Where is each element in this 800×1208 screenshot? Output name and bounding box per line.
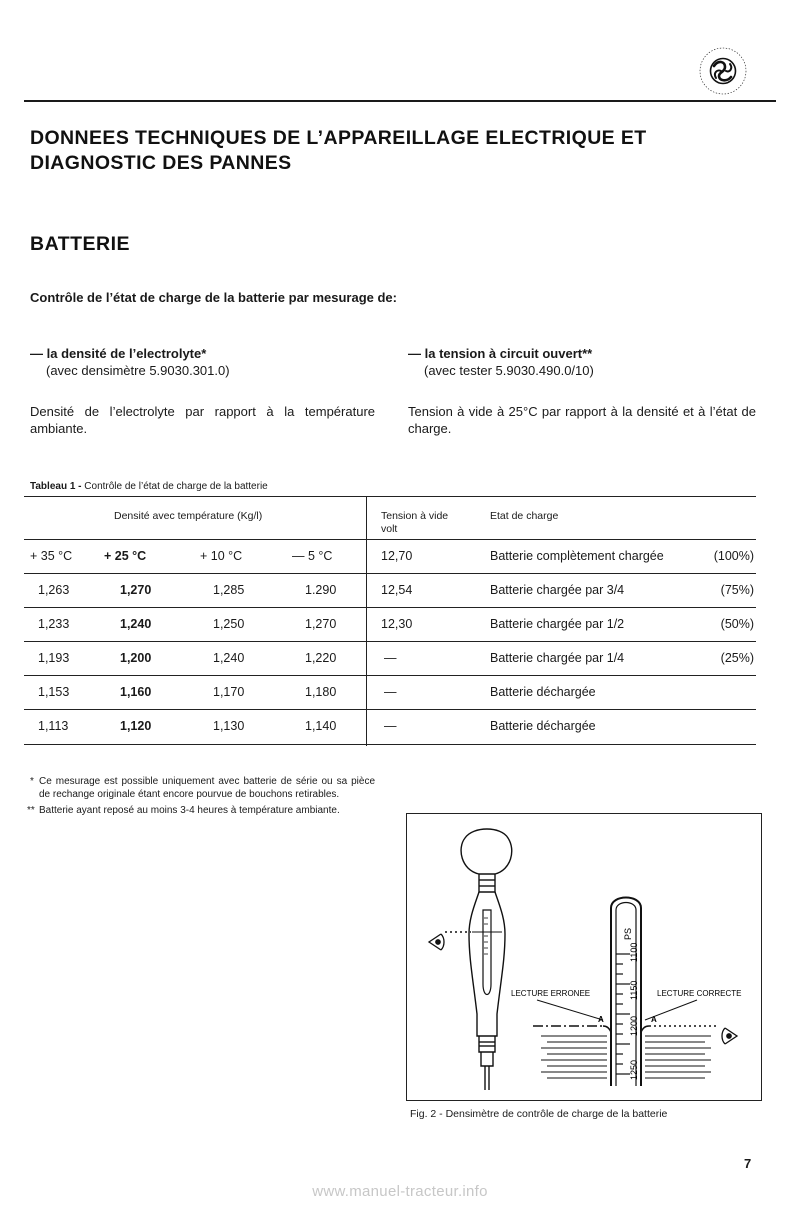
marker-a-right: A (651, 1015, 657, 1024)
voltage-cell: 12,54 (381, 583, 413, 597)
label-wrong-reading: LECTURE ERRONEE (511, 989, 591, 998)
hydrometer-barrel (469, 892, 505, 1036)
label-correct-reading: LECTURE CORRECTE (657, 989, 742, 998)
table-rule-top (24, 496, 756, 497)
density-10-cell: 1,240 (213, 651, 245, 665)
density-heading: — la densité de l’electrolyte* (30, 346, 207, 361)
scale-value: 1200 (629, 1015, 639, 1036)
table-column-divider (366, 496, 367, 746)
watermark: www.manuel-tracteur.info (312, 1183, 488, 1200)
density-10-cell: 1,285 (213, 583, 245, 597)
figure-caption: Fig. 2 - Densimètre de contrôle de charge de la batterie (410, 1108, 668, 1120)
density-10-cell: 1,250 (213, 617, 245, 631)
percent-cell: (100%) (713, 549, 754, 563)
density-35-cell: 1,193 (38, 651, 70, 665)
charge-state-table (24, 496, 756, 746)
voltage-heading: — la tension à circuit ouvert** (408, 346, 593, 361)
density-10-cell: 1,170 (213, 685, 245, 699)
page-title: DONNEES TECHNIQUES DE L’APPAREILLAGE ELECTRIQUE ET DIAGNOSTIC DES PANNES (30, 127, 647, 174)
percent-cell: (25%) (720, 651, 754, 665)
voltage-cell: — (384, 685, 397, 699)
percent-cell: (50%) (720, 617, 754, 631)
table-rule-bottom (24, 744, 756, 745)
voltage-cell: — (384, 651, 397, 665)
temp-25: + 25 °C (104, 549, 147, 563)
state-cell: Batterie déchargée (490, 719, 596, 733)
header-voltage-line2: volt (381, 523, 398, 535)
density-25-cell: 1,120 (120, 719, 152, 733)
density-25-cell: 1,160 (120, 685, 152, 699)
state-cell: Batterie chargée par 1/2 (490, 617, 625, 631)
hydrometer-nozzle (479, 1036, 495, 1090)
state-cell: Batterie complètement chargée (490, 549, 664, 563)
density-35-cell: 1,263 (38, 583, 70, 597)
hydrometer-figure (406, 813, 762, 1101)
scale-value: 1250 (629, 1059, 639, 1080)
eye-icon (722, 1028, 737, 1044)
hydrometer-neck (479, 874, 495, 892)
voltage-heading-block (408, 345, 768, 379)
temp-35: + 35 °C (30, 549, 73, 563)
density-35-cell: 1,153 (38, 685, 70, 699)
header-voltage (381, 510, 448, 536)
voltage-paragraph: Tension à vide à 25°C par rapport à la densité et à l’état de charge. (408, 404, 756, 436)
density-35-cell: 1,113 (38, 719, 69, 733)
footnote-marker: * (30, 776, 34, 787)
density-25-cell: 1,270 (120, 583, 152, 597)
brand-seal-logo (692, 40, 754, 102)
page-number: 7 (744, 1156, 752, 1171)
hydrometer-float (483, 910, 491, 995)
intro-text: Contrôle de l’état de charge de la batterie par mesurage de: (30, 290, 397, 305)
temp-minus-5: — 5 °C (292, 549, 333, 563)
density-25-cell: 1,200 (120, 651, 152, 665)
density-minus5-cell: 1,180 (305, 685, 337, 699)
table-caption (30, 481, 268, 492)
voltage-cell: 12,30 (381, 617, 413, 631)
density-35-cell: 1,233 (38, 617, 70, 631)
header-density: Densité avec température (Kg/l) (114, 510, 263, 522)
header-voltage-line1: Tension à vide (381, 510, 449, 522)
header-rule (24, 100, 776, 102)
footnotes (27, 776, 375, 822)
scale-value: 1100 (629, 942, 639, 962)
density-minus5-cell: 1,140 (305, 719, 337, 733)
voltage-cell: — (384, 719, 397, 733)
density-minus5-cell: 1,220 (305, 651, 337, 665)
density-heading-block (30, 345, 360, 379)
footnote-text: Batterie ayant reposé au moins 3-4 heures à température ambiante. (39, 805, 340, 816)
density-minus5-cell: 1,270 (305, 617, 337, 631)
section-title: BATTERIE (30, 233, 131, 255)
density-25-cell: 1,240 (120, 617, 152, 631)
state-cell: Batterie déchargée (490, 685, 596, 699)
density-minus5-cell: 1.290 (305, 583, 337, 597)
voltage-instrument: (avec tester 5.9030.490.0/10) (424, 363, 594, 378)
footnote (30, 776, 375, 801)
scale-ps-label: PS (623, 927, 633, 940)
density-paragraph: Densité de l’electrolyte par rapport à la température ambiante. (30, 404, 375, 436)
state-cell: Batterie chargée par 1/4 (490, 651, 625, 665)
eye-icon (429, 934, 444, 950)
hydrometer-illustration (407, 814, 761, 1100)
footnote-text: Ce mesurage est possible uniquement avec batterie de série ou sa pièce de rechange originale étant encore pourvue de bouchons retirables. (39, 776, 375, 800)
marker-a-left: A (598, 1015, 604, 1024)
table-caption-text: Contrôle de l’état de charge de la batterie (84, 481, 268, 492)
density-10-cell: 1,130 (213, 719, 245, 733)
density-instrument: (avec densimètre 5.9030.301.0) (46, 363, 230, 378)
scale-value: 1150 (629, 980, 639, 1000)
voltage-cell: 12,70 (381, 549, 413, 563)
state-cell: Batterie chargée par 3/4 (490, 583, 625, 597)
temp-10: + 10 °C (200, 549, 243, 563)
hydrometer-bulb (461, 829, 512, 874)
header-charge-state: Etat de charge (490, 510, 559, 522)
percent-cell: (75%) (720, 583, 754, 597)
footnote-marker: ** (27, 805, 35, 816)
table-caption-label: Tableau 1 - (30, 481, 82, 492)
footnote (27, 805, 375, 818)
